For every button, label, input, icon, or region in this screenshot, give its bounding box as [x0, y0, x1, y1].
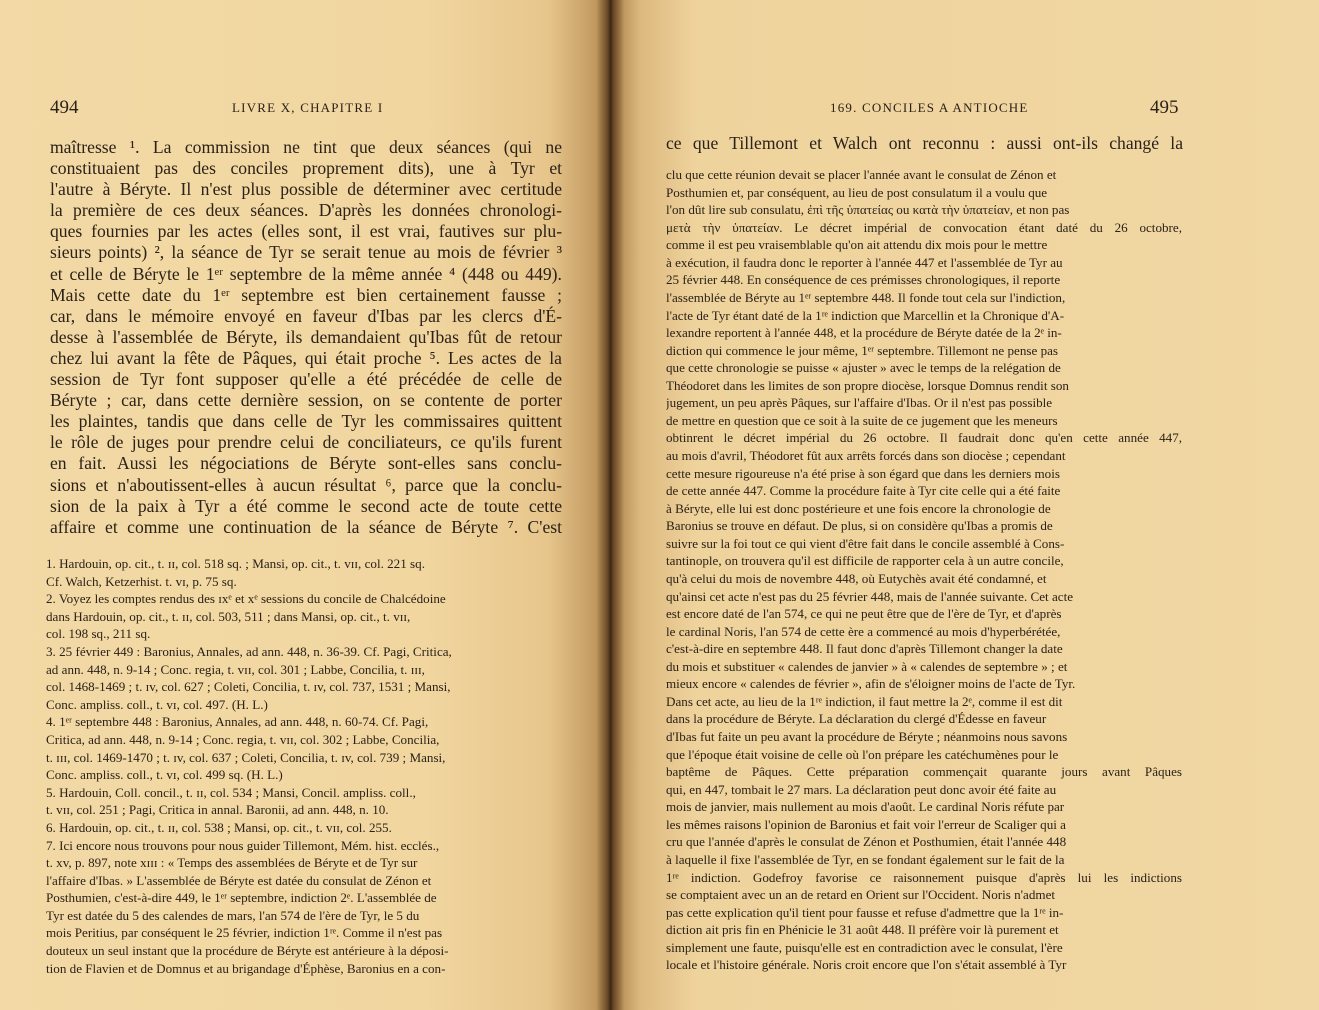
- footnote-line: cru que l'année d'après le consulat de Zénon et Posthumien, était l'année 448: [666, 834, 1067, 850]
- body-line: Mais cette date du 1ᵉʳ septembre est bien certainement fausse ;: [50, 284, 562, 305]
- footnote-line: t. vɪɪ, col. 251 ; Pagi, Critica in annal. Baronii, ad ann. 448, n. 10.: [46, 802, 389, 818]
- footnote-line: au mois d'avril, Théodoret fût aux arrêts forcés dans son diocèse ; cependant: [666, 448, 1066, 463]
- body-line: sion de la paix à Tyr a été comme le second acte de toute cette: [50, 495, 562, 516]
- footnote-line: 4. 1ᵉʳ septembre 448 : Baronius, Annales, ad ann. 448, n. 60-74. Cf. Pagi,: [46, 714, 429, 730]
- footnote-line: baptême de Pâques. Cette préparation commençait quarante jours avant Pâques: [666, 764, 1182, 780]
- footnote-line: diction ait pris fin en Phénicie le 31 août 448. Il préfère voir là purement et: [666, 922, 1059, 938]
- left-running-head: LIVRE X, CHAPITRE I: [232, 100, 384, 115]
- body-line: constituaient pas des conciles proprement dits), une à Tyr et: [50, 158, 562, 179]
- book-gutter: [596, 0, 624, 1010]
- footnote-line: à exécution, il faudra donc le reporter à l'année 447 et l'assemblée de Tyr au: [666, 254, 1063, 270]
- footnote-line: col. 1468-1469 ; t. ɪv, col. 627 ; Coleti, Concilia, t. ɪv, col. 737, 1531 ; Mansi,: [46, 679, 451, 695]
- body-line: sieurs points) ², la séance de Tyr se serait tenue au mois de février ³: [50, 242, 562, 263]
- footnote-line: col. 198 sq., 211 sq.: [46, 626, 151, 642]
- body-line: la première de ces deux séances. D'après les données chronologi-: [50, 200, 562, 221]
- footnote-line: à Béryte, elle lui est donc postérieure et une fois encore la chronologie de: [666, 500, 1051, 516]
- body-line: l'autre à Béryte. Il n'est plus possible de déterminer avec certitude: [50, 179, 562, 200]
- footnote-line: lexandre reportent à l'année 448, et la procédure de Béryte datée de la 2ᵉ in-: [666, 325, 1062, 341]
- footnote-line: tion de Flavien et de Domnus et au brigandage d'Éphèse, Baronius en a con-: [46, 960, 446, 976]
- body-line: chez lui avant la fête de Pâques, qui était proche ⁵. Les actes de la: [50, 347, 562, 368]
- footnote-line: Baronius se trouve en défaut. De plus, si on considère qu'Ibas a promis de: [666, 518, 1053, 534]
- footnote-line: Théodoret dans les limites de son propre diocèse, lorsque Domnus rendit son: [666, 377, 1069, 393]
- footnote-line: μετὰ τὴν ὑπατείαν. Le décret impérial de convocation étant daté du 26 octobre,: [666, 219, 1182, 235]
- footnote-line: mieux encore « calendes de février », afin de s'éloigner moins de l'acte de Tyr.: [666, 676, 1076, 692]
- left-page-number: 494: [50, 97, 79, 118]
- body-line: en fait. Aussi les négociations de Béryte sont-elles sans conclu-: [50, 453, 562, 474]
- footnote-line: que cette chronologie se puisse « ajuster » avec le temps de la relégation de: [666, 360, 1061, 376]
- footnote-line: simplement une faute, puisqu'elle est en contradiction avec le consulat, l'ère: [666, 939, 1063, 955]
- footnote-line: c'est-à-dire en septembre 448. Il faut donc d'après Tillemont changer la date: [666, 641, 1063, 657]
- footnote-line: se comptaient avec un an de retard en Orient sur l'Occident. Noris n'admet: [666, 887, 1056, 903]
- left-footnotes: [46, 555, 559, 977]
- footnote-line: locale et l'histoire générale. Noris croit encore que l'on s'était assemblé à Tyr: [666, 957, 1067, 973]
- footnote-line: l'affaire d'Ibas. » L'assemblée de Béryte est datée du consulat de Zénon et: [46, 872, 432, 888]
- footnote-line: l'assemblée de Béryte au 1ᵉʳ septembre 448. Il fonde tout cela sur l'indiction,: [666, 289, 1066, 305]
- footnote-line: Cf. Walch, Ketzerhist. t. vɪ, p. 75 sq.: [46, 573, 237, 589]
- footnote-line: t. xv, p. 897, note xɪɪɪ : « Temps des assemblées de Béryte et de Tyr sur: [46, 855, 418, 871]
- body-line: ce que Tillemont et Walch ont reconnu : aussi ont-ils changé la: [666, 133, 1183, 153]
- footnote-line: suivre sur la foi tout ce qui vient d'être fait dans le concile assemblé à Cons-: [666, 535, 1065, 551]
- footnote-line: diction qui commence le jour même, 1ᵉʳ septembre. Tillemont ne pense pas: [666, 342, 1059, 358]
- footnote-line: que l'époque était voisine de celle où l'on prépare les catéchumènes pour le: [666, 746, 1059, 762]
- footnote-line: de mettre en question que ce soit à la suite de ce jugement que les meneurs: [666, 412, 1058, 428]
- footnote-line: le cardinal Noris, l'an 574 de cette ère a commencé au mois d'hyperbérétée,: [666, 623, 1061, 639]
- footnote-line: d'Ibas fut faite un peu avant la procédure de Béryte ; néanmoins nous savons: [666, 729, 1068, 744]
- body-line: session de Tyr font supposer qu'elle a été précédée de celle de: [50, 369, 562, 390]
- right-page-number: 495: [1150, 97, 1179, 118]
- body-line: affaire et comme une continuation de la séance de Béryte ⁷. C'est: [50, 516, 562, 537]
- footnote-line: 5. Hardouin, Coll. concil., t. ɪɪ, col. 534 ; Mansi, Concil. ampliss. coll.,: [46, 784, 416, 800]
- body-line: car, dans le mémoire envoyé en faveur d'Ibas par les clercs d'É-: [50, 305, 562, 326]
- body-line: Béryte ; car, dans cette dernière session, on se contente de porter: [50, 390, 562, 411]
- footnote-line: Conc. ampliss. coll., t. vɪ, col. 499 sq. (H. L.): [46, 767, 283, 783]
- footnote-line: dans la procédure de Béryte. La déclaration du clergé d'Édesse en faveur: [666, 711, 1047, 727]
- footnote-line: Tyr est datée du 5 des calendes de mars, l'an 574 de l'ère de Tyr, le 5 du: [46, 907, 420, 923]
- footnote-line: mois Peritius, par conséquent le 25 février, indiction 1ʳᵉ. Comme il n'est pas: [46, 925, 443, 941]
- footnote-line: l'acte de Tyr étant daté de la 1ʳᵉ indiction que Marcellin et la Chronique d'A-: [666, 307, 1065, 323]
- footnote-line: 1. Hardouin, op. cit., t. ɪɪ, col. 518 sq. ; Mansi, op. cit., t. vɪɪ, col. 221 sq.: [46, 556, 425, 571]
- footnote-line: Posthumien et, par conséquent, au lieu de post consulatum il a voulu que: [666, 184, 1048, 200]
- body-line: et celle de Béryte le 1ᵉʳ septembre de la même année ⁴ (448 ou 449).: [50, 263, 562, 284]
- footnote-line: du mois et substituer « calendes de janvier » à « calendes de septembre » ; et: [666, 658, 1068, 674]
- footnote-line: tantinople, on trouvera qu'il est difficile de rapporter cela à un autre concile,: [666, 553, 1064, 569]
- footnote-line: pas cette explication qu'il tient pour fausse et refuse d'admettre que la 1ʳᵉ in-: [666, 904, 1064, 920]
- footnote-line: obtinrent le décret impérial du 26 octobre. Il faudrait donc qu'en cette année 447,: [666, 430, 1182, 446]
- footnote-line: qu'ainsi cet acte n'est pas du 25 février 448, mais de l'année suivante. Cet acte: [666, 588, 1074, 604]
- footnote-line: les mêmes raisons l'opinion de Baronius et fait voir l'erreur de Scaliger qui a: [666, 816, 1066, 832]
- footnote-line: 3. 25 février 449 : Baronius, Annales, ad ann. 448, n. 36-39. Cf. Pagi, Critica,: [46, 643, 452, 659]
- footnote-line: dans Hardouin, op. cit., t. ɪɪ, col. 503, 511 ; dans Mansi, op. cit., t. vɪɪ,: [46, 608, 411, 624]
- footnote-line: jugement, un peu après Pâques, sur l'affaire d'Ibas. Or il n'est pas possible: [666, 395, 1053, 411]
- footnote-line: comme il est peu vraisemblable qu'on ait attendu dix mois pour le mettre: [666, 237, 1048, 253]
- footnote-line: cette mesure rigoureuse n'a été prise à son égard que dans les derniers mois: [666, 465, 1060, 481]
- right-running-head: 169. CONCILES A ANTIOCHE: [830, 100, 1029, 115]
- footnote-line: Dans cet acte, au lieu de la 1ʳᵉ indiction, il faut mettre la 2ᵉ, comme il est dit: [666, 693, 1063, 709]
- footnote-line: 6. Hardouin, op. cit., t. ɪɪ, col. 538 ; Mansi, op. cit., t. vɪɪ, col. 255.: [46, 819, 392, 835]
- footnote-line: Critica, ad ann. 448, n. 9-14 ; Conc. regia, t. vɪɪ, col. 302 ; Labbe, Concilia,: [46, 731, 440, 747]
- footnote-line: 1ʳᵉ indiction. Godefroy favorise ce raisonnement puisque d'après lui les indictions: [666, 869, 1182, 885]
- footnote-line: douteux un seul instant que la procédure de Béryte est antérieure à la déposi-: [46, 943, 449, 959]
- right-body-text: [666, 133, 1183, 154]
- body-line: sions et n'aboutissent-elles à aucun résultat ⁶, parce que la conclu-: [50, 474, 562, 495]
- left-page: [0, 0, 608, 1010]
- footnote-line: 2. Voyez les comptes rendus des ɪxᵉ et xᵉ sessions du concile de Chalcédoine: [46, 591, 446, 607]
- footnote-line: ad ann. 448, n. 9-14 ; Conc. regia, t. vɪɪ, col. 301 ; Labbe, Concilia, t. ɪɪɪ,: [46, 661, 425, 677]
- footnote-line: à laquelle il fixe l'assemblée de Tyr, en se fondant également sur le fait de la: [666, 851, 1065, 867]
- body-line: ques fournies par les actes (elles sont, il est vrai, fautives sur plu-: [50, 221, 562, 242]
- body-line: les plaintes, tandis que dans celle de Tyr les commissaires quittent: [50, 411, 562, 432]
- footnote-line: Conc. ampliss. coll., t. vɪ, col. 497. (H. L.): [46, 696, 268, 712]
- footnote-line: 25 février 448. En conséquence de ces prémisses chronologiques, il reporte: [666, 272, 1061, 288]
- footnote-line: qui, en 447, tombait le 27 mars. La déclaration peut donc avoir été faite au: [666, 781, 1057, 797]
- body-line: desse à l'assemblée de Béryte, ils demandaient qu'Ibas fût de retour: [50, 326, 562, 347]
- footnote-line: est encore daté de l'an 574, ce qui ne peut être que de l'ère de Tyr, et d'après: [666, 606, 1062, 622]
- right-footnote-continuation: [666, 166, 1182, 974]
- body-line: le rôle de juges pour prendre celui de conciliateurs, ce qu'ils furent: [50, 432, 562, 453]
- body-line: maîtresse ¹. La commission ne tint que deux séances (qui ne: [50, 137, 562, 157]
- footnote-line: t. ɪɪɪ, col. 1469-1470 ; t. ɪv, col. 637 ; Coleti, Concilia, t. ɪv, col. 739 ; Mansi,: [46, 749, 446, 765]
- footnote-line: de cette année 447. Comme la procédure faite à Tyr cite celle qui a été faite: [666, 483, 1061, 499]
- footnote-line: 7. Ici encore nous trouvons pour nous guider Tillemont, Mém. hist. ecclés.,: [46, 837, 440, 853]
- footnote-line: mois de janvier, mais nullement au mois d'août. Le cardinal Noris réfute par: [666, 799, 1065, 815]
- right-page: [612, 0, 1319, 1010]
- footnote-line: clu que cette réunion devait se placer l'année avant le consulat de Zénon et: [666, 167, 1057, 182]
- footnote-line: l'on dût lire sub consulatu, ἐπὶ τῆς ὑπατείας ou κατὰ τὴν ὑπατείαν, et non pas: [666, 202, 1070, 218]
- footnote-line: Posthumien, c'est-à-dire 449, le 1ᵉʳ septembre, indiction 2ᵉ. L'assemblée de: [46, 890, 437, 906]
- footnote-line: qu'à celui du mois de novembre 448, où Eutychès avait été condamné, et: [666, 570, 1047, 586]
- left-body-text: [50, 137, 562, 538]
